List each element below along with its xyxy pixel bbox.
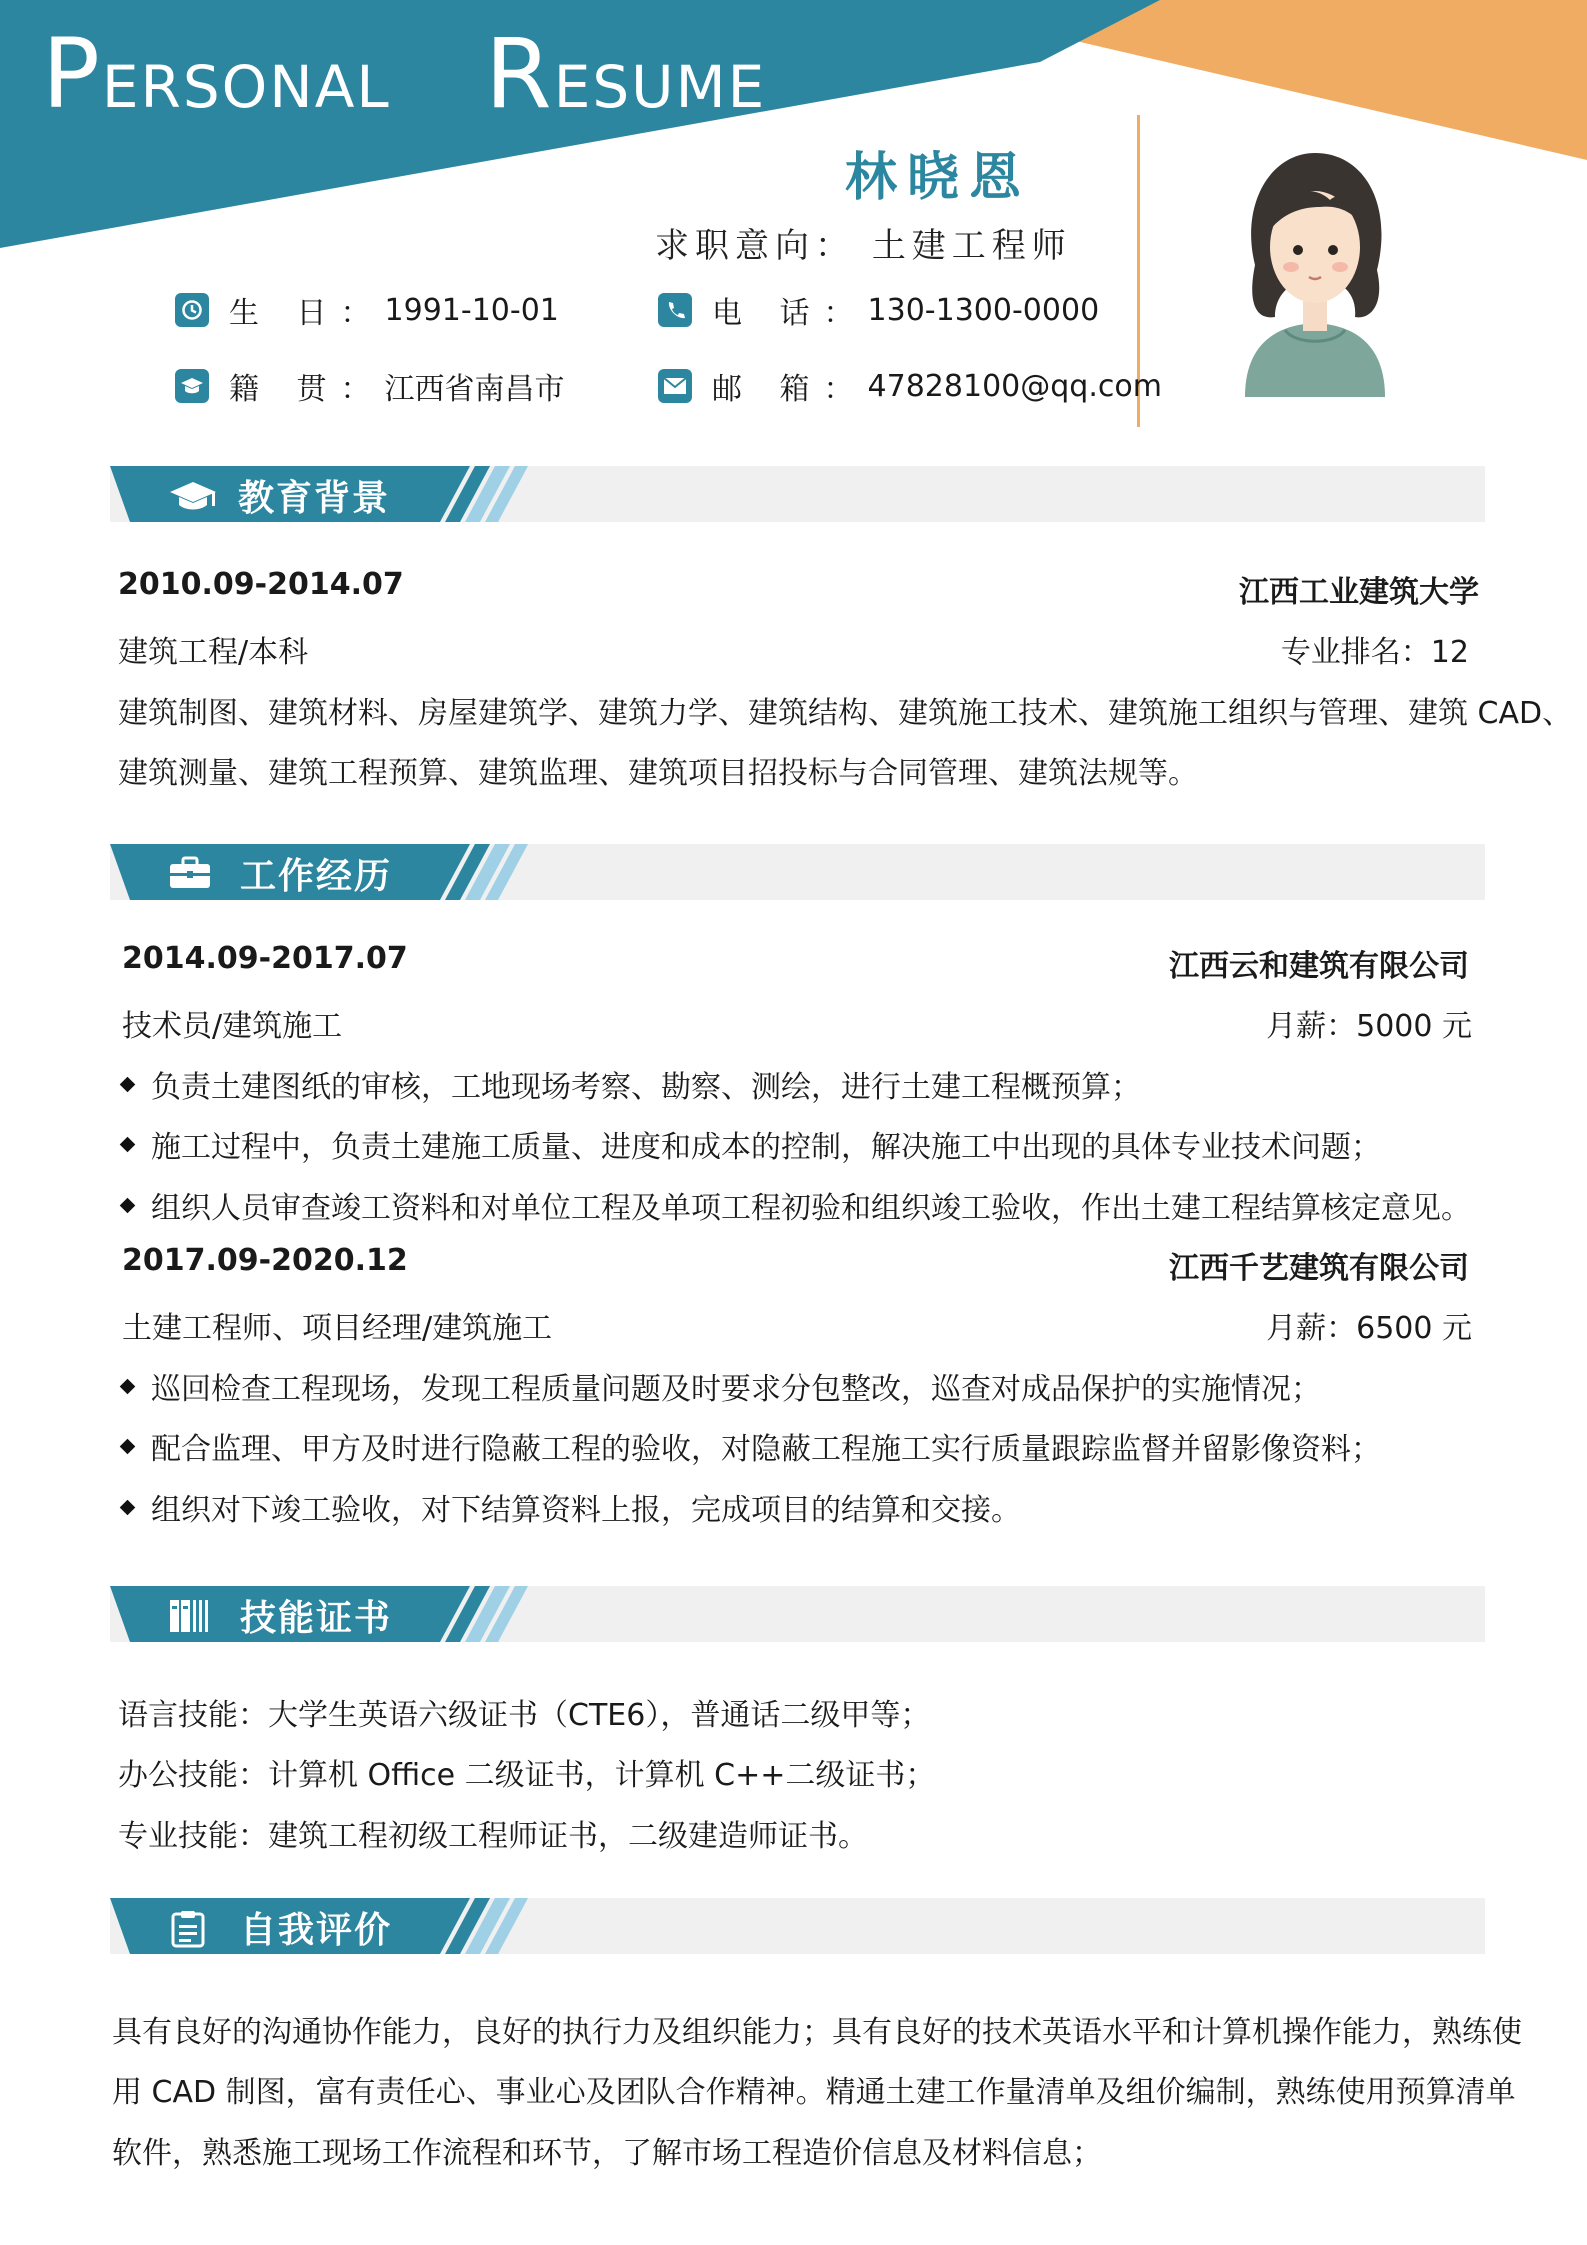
edu-school: 江西工业建筑大学 <box>1239 575 1479 610</box>
clipboard-icon <box>168 1910 208 1948</box>
section-bar-education <box>110 466 1485 522</box>
section-bar-work <box>110 844 1485 900</box>
avatar <box>1235 145 1395 397</box>
candidate-name: 林晓恩 <box>845 148 1032 208</box>
skill-item: 专业技能：建筑工程初级工程师证书，二级建造师证书。 <box>118 1819 868 1854</box>
clock-icon <box>175 293 209 327</box>
job-intent: 求职意向： 土建工程师 <box>655 226 1072 266</box>
mail-icon <box>658 369 692 403</box>
job2-duty: 配合监理、甲方及时进行隐蔽工程的验收，对隐蔽工程施工实行质量跟踪监督并留影像资料； <box>122 1424 1381 1468</box>
info-phone: 电 话： 130-1300-0000 <box>658 288 1099 332</box>
info-email: 邮 箱： 47828100@qq.com <box>658 364 1162 408</box>
books-icon <box>168 1598 212 1634</box>
section-title-education: 教育背景 <box>238 478 391 519</box>
job2-duty: 组织对下竣工验收，对下结算资料上报，完成项目的结算和交接。 <box>122 1485 1021 1529</box>
graduation-cap-icon <box>168 478 218 514</box>
job2-salary: 月薪：6500 元 <box>1266 1311 1472 1346</box>
job2-role: 土建工程师、项目经理/建筑施工 <box>122 1311 553 1346</box>
edu-major: 建筑工程/本科 <box>118 635 309 670</box>
job1-period: 2014.09-2017.07 <box>122 941 408 976</box>
skill-item: 语言技能：大学生英语六级证书（CTE6），普通话二级甲等； <box>118 1698 931 1733</box>
header-title-resume: RESUME <box>485 18 767 130</box>
graduation-cap-icon <box>175 369 209 403</box>
job1-duty: 施工过程中，负责土建施工质量、进度和成本的控制，解决施工中出现的具体专业技术问题； <box>122 1122 1381 1166</box>
job1-salary: 月薪：5000 元 <box>1266 1009 1472 1044</box>
header-title-personal: PERSONAL <box>42 18 391 130</box>
edu-courses-line1: 建筑制图、建筑材料、房屋建筑学、建筑力学、建筑结构、建筑施工技术、建筑施工组织与管理、建筑 CAD、 <box>118 696 1573 731</box>
self-eval-line2: 用 CAD 制图，富有责任心、事业心及团队合作精神。精通土建工作量清单及组价编制，熟练使用预算清单 <box>112 2075 1516 2110</box>
self-eval-line1: 具有良好的沟通协作能力，良好的执行力及组织能力；具有良好的技术英语水平和计算机操作能力，熟练使 <box>112 2015 1522 2050</box>
section-title-work: 工作经历 <box>240 856 393 897</box>
phone-icon <box>658 293 692 327</box>
edu-rank: 专业排名：12 <box>1280 635 1469 670</box>
job2-company: 江西千艺建筑有限公司 <box>1169 1251 1469 1286</box>
info-birth: 生 日： 1991-10-01 <box>175 288 559 332</box>
job2-duty: 巡回检查工程现场，发现工程质量问题及时要求分包整改，巡查对成品保护的实施情况； <box>122 1364 1321 1408</box>
section-title-skills: 技能证书 <box>240 1598 393 1639</box>
edu-period: 2010.09-2014.07 <box>118 567 404 602</box>
briefcase-icon <box>168 856 212 890</box>
section-bar-self-eval <box>110 1898 1485 1954</box>
self-eval-line3: 软件，熟悉施工现场工作流程和环节，了解市场工程造价信息及材料信息； <box>112 2136 1102 2171</box>
job1-role: 技术员/建筑施工 <box>122 1009 343 1044</box>
job1-duty: 负责土建图纸的审核，工地现场考察、勘察、测绘，进行土建工程概预算； <box>122 1062 1141 1106</box>
skill-item: 办公技能：计算机 Office 二级证书，计算机 C++二级证书； <box>118 1758 936 1793</box>
section-bar-skills <box>110 1586 1485 1642</box>
info-origin: 籍 贯： 江西省南昌市 <box>175 364 565 408</box>
section-title-self-eval: 自我评价 <box>240 1910 393 1951</box>
job1-company: 江西云和建筑有限公司 <box>1169 949 1469 984</box>
edu-courses-line2: 建筑测量、建筑工程预算、建筑监理、建筑项目招投标与合同管理、建筑法规等。 <box>118 756 1198 791</box>
job2-period: 2017.09-2020.12 <box>122 1243 408 1278</box>
job1-duty: 组织人员审查竣工资料和对单位工程及单项工程初验和组织竣工验收，作出土建工程结算核定意见。 <box>122 1183 1471 1227</box>
